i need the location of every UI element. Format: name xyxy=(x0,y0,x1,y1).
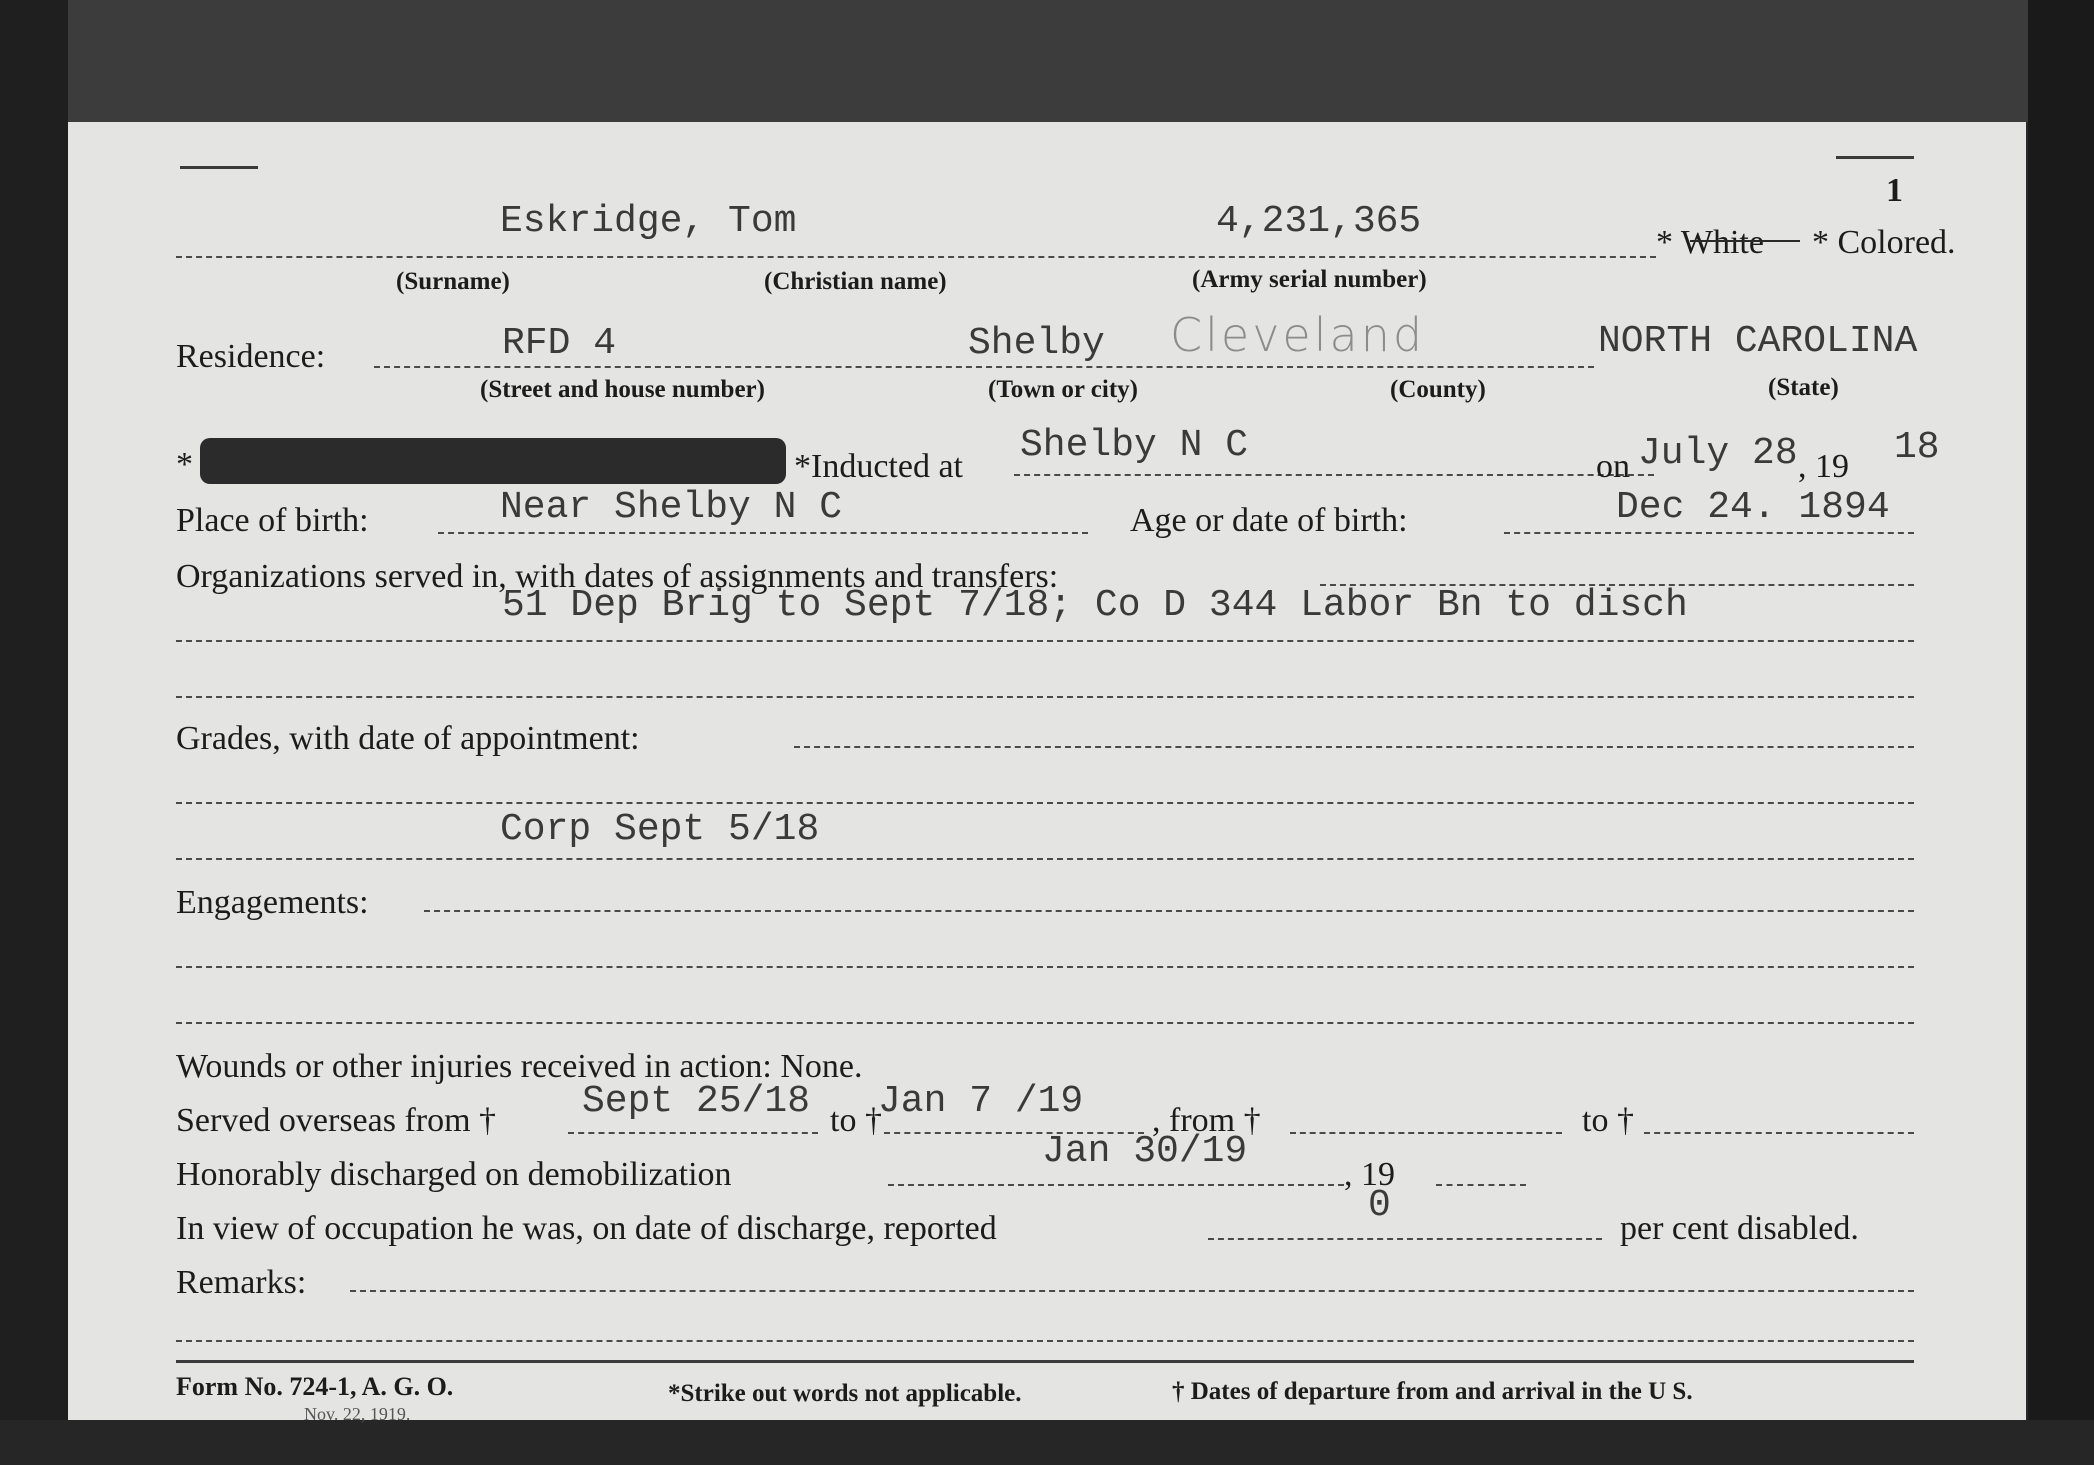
occupation-label: In view of occupation he was, on date of discharge, reported xyxy=(176,1210,997,1247)
disabled-label: per cent disabled. xyxy=(1620,1210,1859,1247)
birthplace-label: Place of birth: xyxy=(176,502,369,539)
overseas-to-label: to † xyxy=(830,1102,882,1139)
overseas-from-line xyxy=(568,1132,818,1134)
disability-percent-entry: 0 xyxy=(1368,1184,1391,1227)
county-entry: Cleveland xyxy=(1170,308,1426,362)
street-entry: RFD 4 xyxy=(502,322,617,365)
serial-caption: (Army serial number) xyxy=(1192,266,1427,293)
occupation-line xyxy=(1208,1238,1602,1240)
serial-number-entry: 4,231,365 xyxy=(1216,200,1422,243)
birthplace-line xyxy=(438,532,1088,534)
inducted-line xyxy=(1014,474,1654,476)
remarks-line-1 xyxy=(350,1290,1914,1292)
grades-line-2 xyxy=(176,802,1914,804)
name-line xyxy=(176,256,1656,258)
inducted-label: *Inducted at xyxy=(794,448,963,485)
enlisted-prefix: * xyxy=(176,446,193,483)
strike-note: *Strike out words not applicable. xyxy=(668,1380,1022,1407)
year-prefix: , 19 xyxy=(1798,448,1849,485)
overseas-from-entry: Sept 25/18 xyxy=(582,1080,811,1123)
organizations-line-2 xyxy=(176,640,1914,642)
residence-line xyxy=(374,366,1594,368)
discharge-year-label: , 19 xyxy=(1344,1156,1395,1193)
scan-background-left xyxy=(0,0,68,1465)
organizations-entry: 51 Dep Brig to Sept 7/18; Co D 344 Labor Bn to disch xyxy=(502,584,1688,627)
name-entry: Eskridge, Tom xyxy=(500,200,797,243)
birthplace-entry: Near Shelby N C xyxy=(500,486,843,529)
grades-line-3 xyxy=(176,858,1914,860)
inducted-year-entry: 18 xyxy=(1894,426,1940,469)
wounds-label: Wounds or other injuries received in action: None. xyxy=(176,1048,863,1085)
residence-label: Residence: xyxy=(176,338,326,375)
card-number-text: 1 xyxy=(1886,172,1903,209)
grades-label: Grades, with date of appointment: xyxy=(176,720,640,757)
engagements-line-3 xyxy=(176,1022,1914,1024)
on-label: on xyxy=(1596,448,1630,485)
birth-date-line xyxy=(1504,532,1914,534)
age-label: Age or date of birth: xyxy=(1130,502,1408,539)
remarks-line-2 xyxy=(176,1340,1914,1342)
engagements-line-2 xyxy=(176,966,1914,968)
christian-name-caption: (Christian name) xyxy=(764,268,947,295)
state-caption: (State) xyxy=(1768,374,1839,401)
enlisted-redaction xyxy=(200,438,786,484)
colored-label: * Colored. xyxy=(1812,224,1956,261)
scan-background-right xyxy=(2028,0,2094,1465)
discharge-date-entry: Jan 30/19 xyxy=(1042,1130,1248,1173)
inducted-place-entry: Shelby N C xyxy=(1020,424,1249,467)
dates-note: † Dates of departure from and arrival in the U S. xyxy=(1172,1378,1693,1405)
footer-rule xyxy=(176,1360,1914,1363)
birth-date-entry: Dec 24. 1894 xyxy=(1616,486,1890,529)
overseas-from-line-2 xyxy=(1290,1132,1562,1134)
overseas-from-label-2: , from † xyxy=(1152,1102,1261,1139)
form-number: Form No. 724-1, A. G. O. xyxy=(176,1372,454,1401)
grades-line-1 xyxy=(794,746,1914,748)
scan-background-top xyxy=(0,0,2094,122)
organizations-line-3 xyxy=(176,696,1914,698)
discharge-label: Honorably discharged on demobilization xyxy=(176,1156,732,1193)
remarks-label: Remarks: xyxy=(176,1264,307,1301)
overseas-label: Served overseas from † xyxy=(176,1102,497,1139)
surname-caption: (Surname) xyxy=(396,268,510,295)
state-entry: NORTH CAROLINA xyxy=(1598,320,1918,363)
form-date: Nov. 22, 1919. xyxy=(304,1404,411,1424)
scan-background-bottom xyxy=(0,1420,2094,1465)
white-label: * White xyxy=(1656,224,1764,261)
discharge-line xyxy=(888,1184,1344,1186)
town-caption: (Town or city) xyxy=(988,376,1138,403)
town-entry: Shelby xyxy=(968,322,1105,365)
discharge-year-line xyxy=(1436,1184,1526,1186)
service-record-card xyxy=(68,122,2026,1424)
overseas-to-line-2 xyxy=(1644,1132,1914,1134)
corner-mark xyxy=(1836,156,1914,159)
engagements-line-1 xyxy=(424,910,1914,912)
overseas-to-label-2: to † xyxy=(1582,1102,1634,1139)
engagements-label: Engagements: xyxy=(176,884,369,921)
grades-entry: Corp Sept 5/18 xyxy=(500,808,820,851)
inducted-date-entry: July 28 xyxy=(1638,432,1798,475)
county-caption: (County) xyxy=(1390,376,1486,403)
white-strike xyxy=(1690,240,1800,242)
corner-mark xyxy=(180,166,258,169)
overseas-to-entry: Jan 7 /19 xyxy=(878,1080,1084,1123)
street-caption: (Street and house number) xyxy=(480,376,765,403)
organizations-label: Organizations served in, with dates of assignments and transfers: xyxy=(176,558,1059,595)
